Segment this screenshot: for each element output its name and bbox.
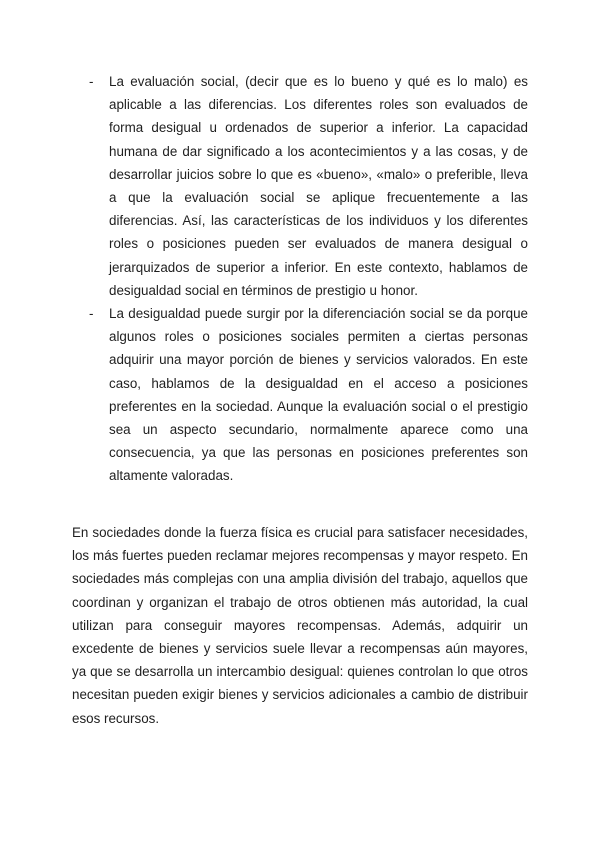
- bullet-item-social-evaluation: [89, 70, 528, 302]
- bullet-dash-icon: -: [89, 306, 94, 322]
- bullet-list: [89, 70, 528, 488]
- bullet-dash-icon: -: [89, 74, 94, 89]
- bullet-text: La desigualdad puede surgir por la diferenciación social se da porque algunos roles o posiciones sociales permiten a ciertas personas adquirir una mayor porción de bienes y servicios valorados. En este caso, hablamos de la desigualdad en el acceso a posiciones preferentes en la sociedad. Aunque la evaluación social o el prestigio sea un aspecto secundario, normalmente aparece como una consecuencia, ya que las personas en posiciones preferentes son altamente valoradas.: [109, 306, 528, 484]
- body-paragraph: En sociedades donde la fuerza física es crucial para satisfacer necesidades, los más fuertes pueden reclamar mejores recompensas y mayor respeto. En sociedades más complejas con una amplia división del trabajo, aquellos que coordinan y organizan el trabajo de otros obtienen más autoridad, la cual utilizan para conseguir mayores recompensas. Además, adquirir un excedente de bienes y servicios suele llevar a recompensas aún mayores, ya que se desarrolla un intercambio desigual: quienes controlan lo que otros necesitan pueden exigir bienes y servicios adicionales a cambio de distribuir esos recursos.: [72, 525, 528, 726]
- bullet-text: La evaluación social, (decir que es lo bueno y qué es lo malo) es aplicable a las diferencias. Los diferentes roles son evaluados de forma desigual u ordenados de superior a inferior. La capacidad humana de dar significado a los acontecimientos y a las cosas, y de desarrollar juicios sobre lo que es «bueno», «malo» o preferible, lleva a que la evaluación social se aplique frecuentemente a las diferencias. Así, las características de los individuos y los diferentes roles o posiciones pueden ser evaluados de manera desigual o jerarquizados de superior a inferior. En este contexto, hablamos de desigualdad social en términos de prestigio u honor.: [109, 74, 528, 298]
- bullet-item-access-inequality: [89, 302, 528, 488]
